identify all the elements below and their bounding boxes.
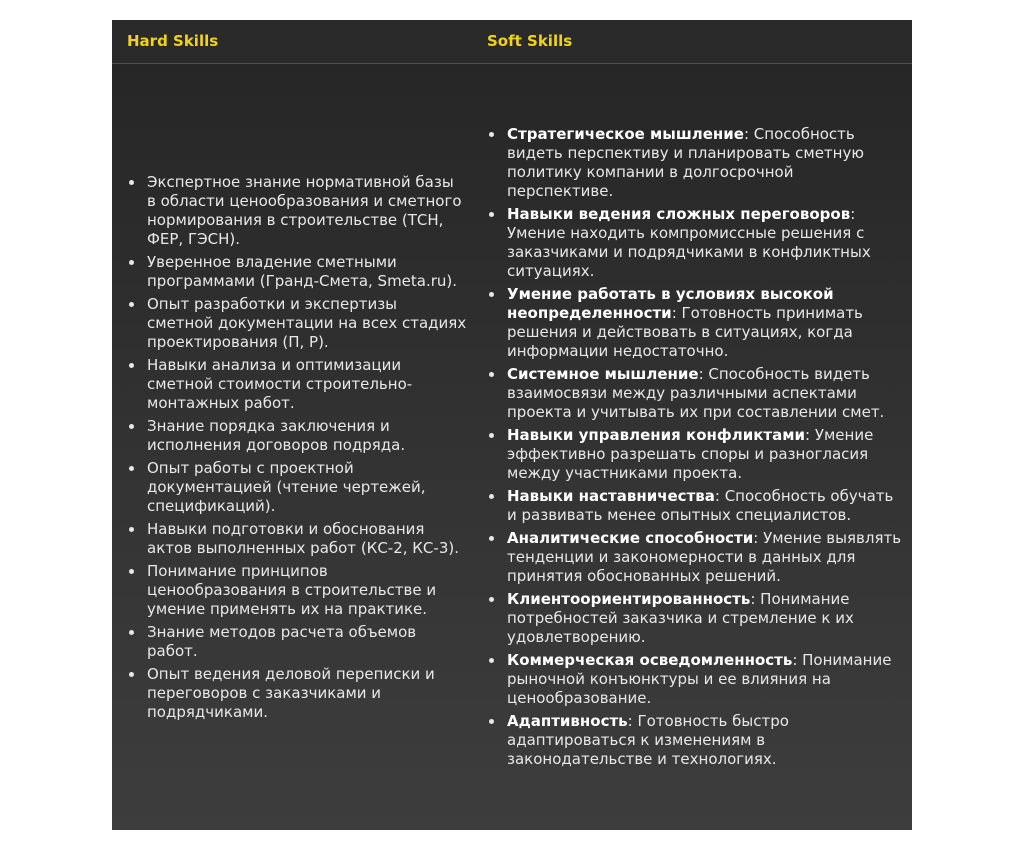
soft-skills-heading: Soft Skills (487, 32, 573, 50)
soft-skill-description: : Способность видеть взаимосвязи между различными аспектами проекта и учитывать их при составлении смет. (507, 365, 885, 421)
hard-skill-text: Понимание принципов ценообразования в строительстве и умение применять их на практике. (147, 561, 437, 618)
hard-skill-text: Экспертное знание нормативной базы в области ценообразования и сметного нормирования в строительстве (ТСН, ФЕР, ГЭСН). (147, 172, 462, 248)
soft-skills-list (487, 125, 902, 769)
hard-skill-item (127, 173, 467, 249)
bullet-icon (129, 672, 134, 677)
soft-skill-term: Навыки управления конфликтами (507, 426, 806, 444)
bullet-icon (489, 658, 494, 663)
soft-skill-item (487, 125, 902, 201)
bullet-icon (489, 212, 494, 217)
bullet-icon (489, 433, 494, 438)
bullet-icon (129, 466, 134, 471)
hard-skill-item (127, 417, 467, 455)
soft-skill-term: Системное мышление (507, 365, 699, 383)
soft-skill-description: : Умение эффективно разрешать споры и разногласия между участниками проекта. (507, 426, 874, 482)
soft-skill-description: : Понимание рыночной конъюнктуры и ее влияния на ценообразование. (507, 651, 892, 707)
bullet-icon (489, 597, 494, 602)
hard-skill-item (127, 295, 467, 352)
hard-skill-text: Опыт разработки и экспертизы сметной документации на всех стадиях проектирования (П, Р). (147, 294, 467, 351)
hard-skill-item (127, 623, 467, 661)
soft-skill-item (487, 712, 902, 769)
soft-skill-item (487, 529, 902, 586)
soft-skill-description: : Готовность быстро адаптироваться к изменениям в законодательстве и технологиях. (507, 712, 789, 768)
soft-skill-term: Стратегическое мышление (507, 125, 744, 143)
soft-skill-term: Коммерческая осведомленность (507, 651, 793, 669)
bullet-icon (489, 536, 494, 541)
hard-skill-text: Опыт ведения деловой переписки и переговоров с заказчиками и подрядчиками. (147, 664, 435, 721)
soft-skill-item (487, 590, 902, 647)
bullet-icon (129, 363, 134, 368)
hard-skill-text: Уверенное владение сметными программами (Гранд-Смета, Smeta.ru). (147, 252, 458, 290)
soft-skill-item (487, 651, 902, 708)
bullet-icon (489, 494, 494, 499)
bullet-icon (129, 302, 134, 307)
hard-skill-item (127, 253, 467, 291)
bullet-icon (489, 132, 494, 137)
soft-skill-term: Умение работать в условиях высокой неопределенности (507, 285, 834, 322)
table-header (112, 20, 912, 64)
hard-skill-text: Знание методов расчета объемов работ. (147, 622, 417, 660)
soft-skill-item (487, 365, 902, 422)
bullet-icon (129, 260, 134, 265)
soft-skill-term: Клиентоориентированность (507, 590, 751, 608)
soft-skill-term: Адаптивность (507, 712, 628, 730)
bullet-icon (489, 372, 494, 377)
hard-skill-item (127, 356, 467, 413)
soft-skill-term: Аналитические способности (507, 529, 754, 547)
soft-skill-item (487, 487, 902, 525)
soft-skills-column (487, 64, 902, 830)
hard-skills-heading: Hard Skills (127, 32, 219, 50)
bullet-icon (129, 424, 134, 429)
soft-skill-item (487, 426, 902, 483)
hard-skill-item (127, 459, 467, 516)
skills-table (112, 20, 912, 830)
bullet-icon (129, 527, 134, 532)
bullet-icon (489, 292, 494, 297)
soft-skill-item (487, 285, 902, 361)
hard-skill-text: Опыт работы с проектной документацией (чтение чертежей, спецификаций). (147, 458, 426, 515)
soft-skill-term: Навыки ведения сложных переговоров (507, 205, 851, 223)
soft-skill-term: Навыки наставничества (507, 487, 715, 505)
soft-skill-description: : Умение находить компромиссные решения с заказчиками и подрядчиками в конфликтных ситуациях. (507, 205, 871, 280)
hard-skill-item (127, 665, 467, 722)
bullet-icon (489, 719, 494, 724)
hard-skill-text: Знание порядка заключения и исполнения договоров подряда. (147, 416, 406, 454)
hard-skills-list (127, 173, 467, 722)
hard-skill-text: Навыки анализа и оптимизации сметной стоимости строительно-монтажных работ. (147, 355, 413, 412)
bullet-icon (129, 630, 134, 635)
soft-skill-description: : Готовность принимать решения и действовать в ситуациях, когда информации недостаточно. (507, 304, 863, 360)
soft-skill-description: : Умение выявлять тенденции и закономерности в данных для принятия обоснованных решений. (507, 529, 902, 585)
soft-skill-description: : Понимание потребностей заказчика и стремление к их удовлетворению. (507, 590, 854, 646)
hard-skill-text: Навыки подготовки и обоснования актов выполненных работ (КС-2, КС-3). (147, 519, 459, 557)
bullet-icon (129, 569, 134, 574)
hard-skills-column (127, 64, 467, 830)
soft-skill-item (487, 205, 902, 281)
bullet-icon (129, 180, 134, 185)
soft-skill-description: : Способность видеть перспективу и планировать сметную политику компании в долгосрочной перспективе. (507, 125, 864, 200)
hard-skill-item (127, 562, 467, 619)
soft-skill-description: : Способность обучать и развивать менее опытных специалистов. (507, 487, 894, 524)
hard-skill-item (127, 520, 467, 558)
